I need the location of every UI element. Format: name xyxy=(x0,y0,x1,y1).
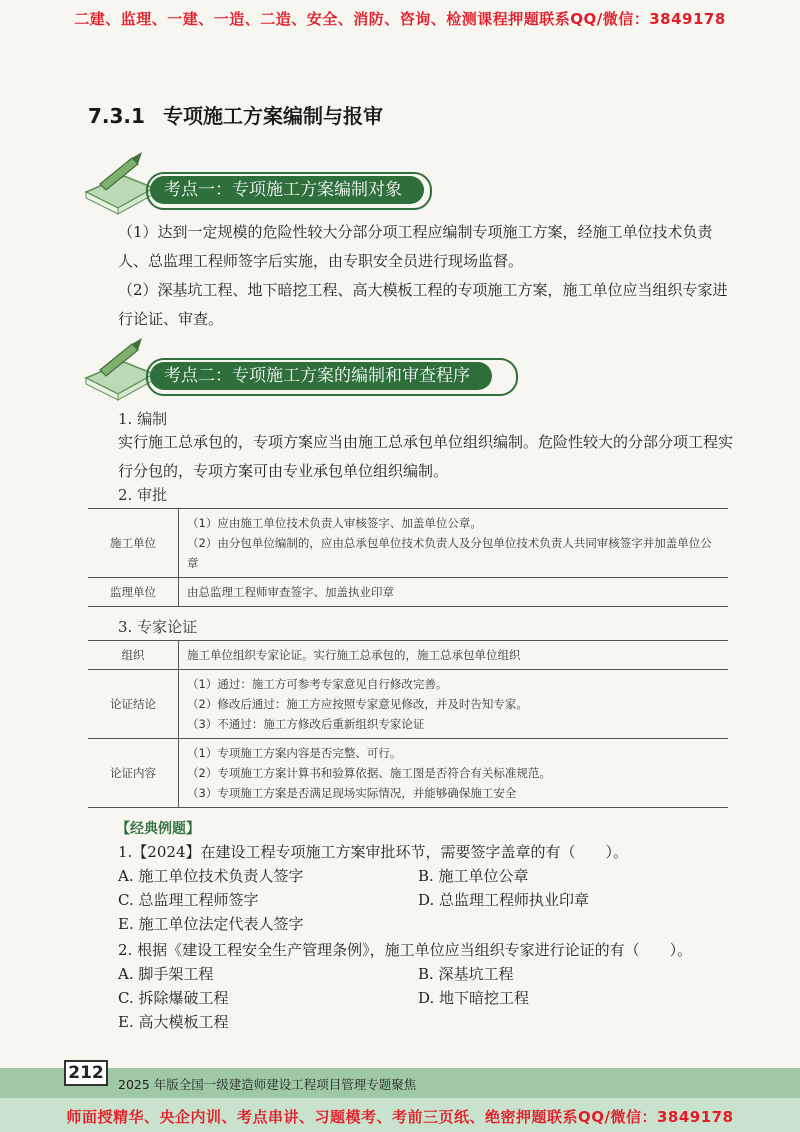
section-title xyxy=(88,100,383,129)
page-number: 212 xyxy=(64,1060,108,1086)
table-line: 由总监理工程师审查签字、加盖执业印章 xyxy=(187,585,394,599)
expert-review-table xyxy=(88,640,728,808)
subheading-shenpi: 2. 审批 xyxy=(118,486,168,504)
q2-option-d: D. 地下暗挖工程 xyxy=(418,989,530,1007)
table-row xyxy=(88,578,728,607)
table-row-label: 施工单位 xyxy=(88,509,179,578)
q1-option-c: C. 总监理工程师签字 xyxy=(118,891,259,909)
question-2-stem: 2. 根据《建设工程安全生产管理条例》，施工单位应当组织专家进行论证的有（ ）。 xyxy=(118,941,693,959)
q1-option-d: D. 总监理工程师执业印章 xyxy=(418,891,590,909)
table-line: （3）不通过：施工方修改后重新组织专家论证 xyxy=(187,717,425,731)
table-line: 施工单位组织专家论证。实行施工总承包的，施工总承包单位组织 xyxy=(187,648,521,662)
kaodian-1-paragraph-1: （1）达到一定规模的危险性较大分部分项工程应编制专项施工方案，经施工单位技术负责人、总监理工程师签字后实施，由专职安全员进行现场监督。 xyxy=(118,223,713,270)
q1-option-b: B. 施工单位公章 xyxy=(418,867,529,885)
section-number: 7.3.1 xyxy=(88,104,145,128)
table-row-content xyxy=(179,641,729,670)
table-line: （2）修改后通过：施工方应按照专家意见修改，并及时告知专家。 xyxy=(187,697,528,711)
table-row-label: 论证结论 xyxy=(88,670,179,739)
table-row-content xyxy=(179,739,729,808)
q2-option-a: A. 脚手架工程 xyxy=(118,965,214,983)
kaodian-1-title: 考点一：专项施工方案编制对象 xyxy=(150,176,424,204)
q2-option-b: B. 深基坑工程 xyxy=(418,965,514,983)
table-row xyxy=(88,509,728,578)
q2-option-e: E. 高大模板工程 xyxy=(118,1013,229,1031)
table-line: （3）专项施工方案是否满足现场实际情况，并能够确保施工安全 xyxy=(187,786,517,800)
table-row xyxy=(88,670,728,739)
top-promo-banner: 二建、监理、一建、一造、二造、安全、消防、咨询、检测课程押题联系QQ/微信：3849178 xyxy=(74,10,726,28)
kaodian-1-header xyxy=(78,150,718,220)
table-line: （2）由分包单位编制的，应由总承包单位技术负责人及分包单位技术负责人共同审核签字并加盖单位公章 xyxy=(187,536,712,570)
bottom-promo-banner: 师面授精华、央企内训、考点串讲、习题模考、考前三页纸、绝密押题联系QQ/微信：3849178 xyxy=(66,1108,734,1126)
table-row-content xyxy=(179,578,729,607)
table-row-label: 组织 xyxy=(88,641,179,670)
table-row-label: 监理单位 xyxy=(88,578,179,607)
kaodian-2-title: 考点二：专项施工方案的编制和审查程序 xyxy=(150,362,492,390)
table-line: （2）专项施工方案计算书和验算依据、施工图是否符合有关标准规范。 xyxy=(187,766,551,780)
table-row-content xyxy=(179,670,729,739)
kaodian-2-header xyxy=(78,336,718,406)
q1-option-e: E. 施工单位法定代表人签字 xyxy=(118,915,304,933)
subheading-zhuanjia: 3. 专家论证 xyxy=(118,618,198,636)
subheading-bianzhi: 1. 编制 xyxy=(118,410,168,428)
book-title: 2025 年版全国一级建造师建设工程项目管理专题聚焦 xyxy=(118,1077,417,1092)
q2-option-c: C. 拆除爆破工程 xyxy=(118,989,229,1007)
section-title-text: 专项施工方案编制与报审 xyxy=(162,104,383,128)
approval-table xyxy=(88,508,728,607)
table-row-label: 论证内容 xyxy=(88,739,179,808)
question-1-stem: 1.【2024】在建设工程专项施工方案审批环节，需要签字盖章的有（ ）。 xyxy=(118,843,628,861)
table-row xyxy=(88,739,728,808)
kaodian-1-paragraph-2: （2）深基坑工程、地下暗挖工程、高大模板工程的专项施工方案，施工单位应当组织专家进行论证、审查。 xyxy=(118,281,728,328)
table-line: （1）应由施工单位技术负责人审核签字、加盖单位公章。 xyxy=(187,516,482,530)
bianzhi-paragraph: 实行施工总承包的，专项方案应当由施工总承包单位组织编制。危险性较大的分部分项工程实行分包的，专项方案可由专业承包单位组织编制。 xyxy=(118,433,734,480)
table-row xyxy=(88,641,728,670)
table-line: （1）通过：施工方可参考专家意见自行修改完善。 xyxy=(187,677,448,691)
examples-header: 【经典例题】 xyxy=(116,821,200,837)
table-line: （1）专项施工方案内容是否完整、可行。 xyxy=(187,746,402,760)
q1-option-a: A. 施工单位技术负责人签字 xyxy=(118,867,304,885)
table-row-content xyxy=(179,509,729,578)
